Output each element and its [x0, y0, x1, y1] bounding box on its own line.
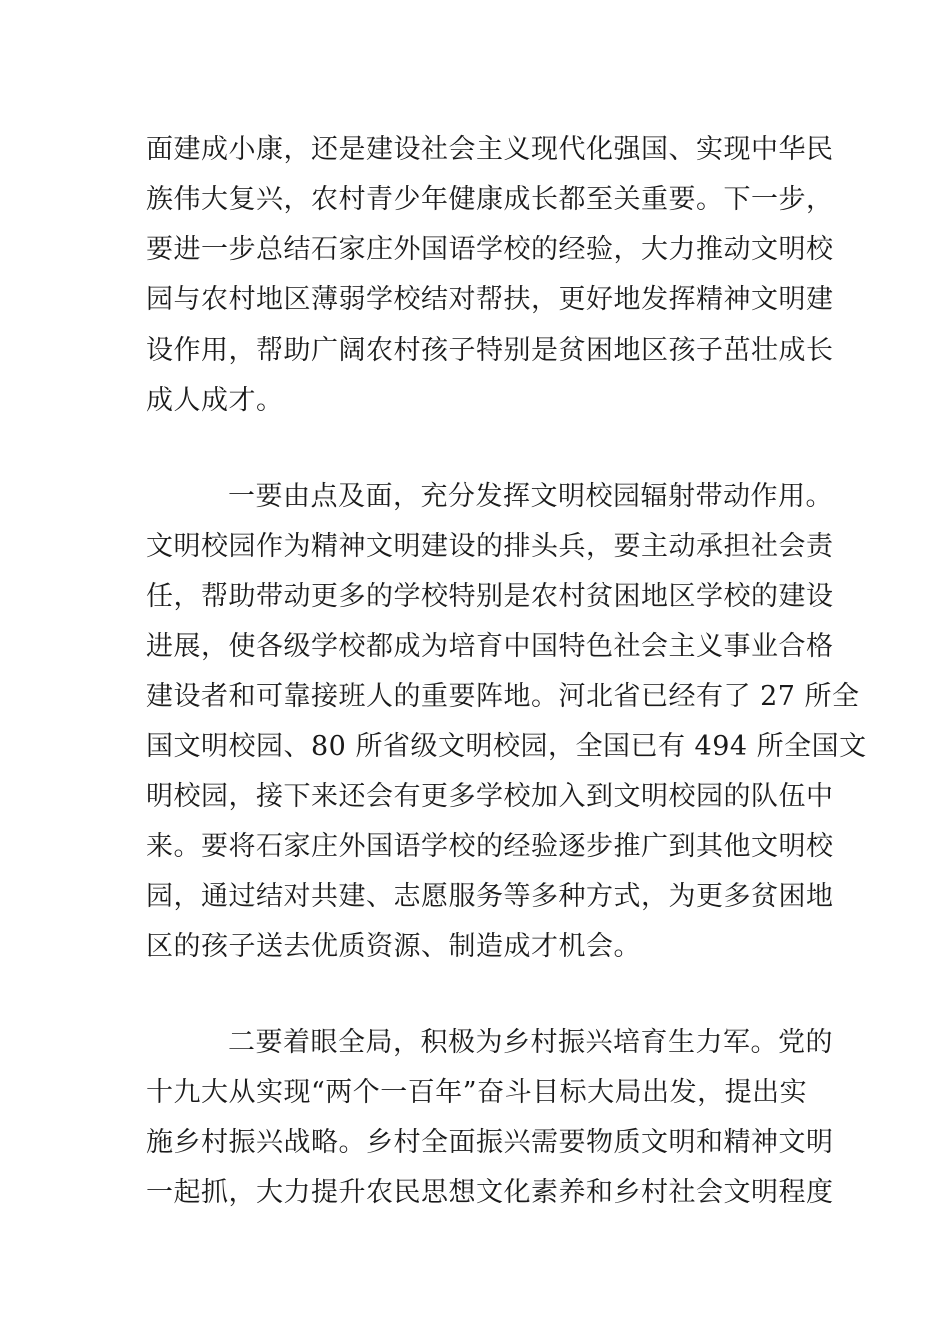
paragraph-1-line-1: 面建成小康，还是建设社会主义现代化强国、实现中华民 — [146, 134, 834, 165]
paragraph-1-line-5: 设作用，帮助广阔农村孩子特别是贫困地区孩子茁壮成长 — [146, 335, 834, 366]
paragraph-2-line-8: 来。要将石家庄外国语学校的经验逐步推广到其他文明校 — [146, 831, 834, 862]
paragraph-2-line-3: 任，帮助带动更多的学校特别是农村贫困地区学校的建设 — [146, 581, 834, 612]
paragraph-2-line-6: 国文明校园、80 所省级文明校园，全国已有 494 所全国文 — [146, 731, 867, 762]
paragraph-2-line-2: 文明校园作为精神文明建设的排头兵，要主动承担社会责 — [146, 531, 834, 562]
paragraph-1-line-4: 园与农村地区薄弱学校结对帮扶，更好地发挥精神文明建 — [146, 284, 834, 315]
paragraph-2-line-9: 园，通过结对共建、志愿服务等多种方式，为更多贫困地 — [146, 881, 834, 912]
paragraph-3-line-4: 一起抓，大力提升农民思想文化素养和乡村社会文明程度 — [146, 1177, 834, 1208]
paragraph-1-line-3: 要进一步总结石家庄外国语学校的经验，大力推动文明校 — [146, 234, 834, 265]
paragraph-3-line-1: 二要着眼全局，积极为乡村振兴培育生力军。党的 — [228, 1027, 833, 1058]
paragraph-2-line-4: 进展，使各级学校都成为培育中国特色社会主义事业合格 — [146, 631, 834, 662]
paragraph-3-line-2: 十九大从实现“两个一百年”奋斗目标大局出发，提出实 — [146, 1077, 808, 1108]
paragraph-2-line-7: 明校园，接下来还会有更多学校加入到文明校园的队伍中 — [146, 781, 834, 812]
paragraph-1-line-6: 成人成才。 — [146, 385, 284, 416]
paragraph-2-line-10: 区的孩子送去优质资源、制造成才机会。 — [146, 931, 641, 962]
paragraph-3-line-3: 施乡村振兴战略。乡村全面振兴需要物质文明和精神文明 — [146, 1127, 834, 1158]
paragraph-2-line-5: 建设者和可靠接班人的重要阵地。河北省已经有了 27 所全 — [146, 681, 860, 712]
paragraph-2-line-1: 一要由点及面，充分发挥文明校园辐射带动作用。 — [228, 481, 833, 512]
paragraph-1-line-2: 族伟大复兴，农村青少年健康成长都至关重要。下一步， — [146, 184, 834, 215]
